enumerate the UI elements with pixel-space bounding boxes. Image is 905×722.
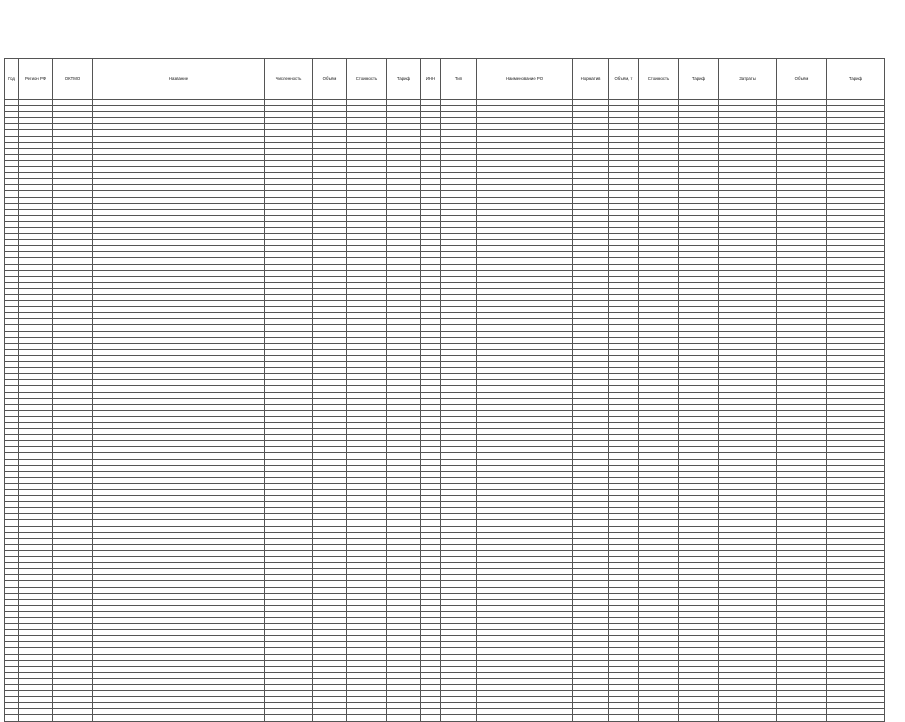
table-header-row: [5, 59, 885, 100]
column-header: Регион РФ: [19, 59, 53, 100]
column-header: Тариф: [827, 59, 885, 100]
table-row: [5, 715, 885, 721]
table-cell: [441, 715, 477, 721]
column-header: ОКТМО: [53, 59, 93, 100]
column-header: ИНН: [421, 59, 441, 100]
table-cell: [573, 715, 609, 721]
table-cell: [387, 715, 421, 721]
column-header: Норматив: [573, 59, 609, 100]
table-cell: [53, 715, 93, 721]
column-header: Тариф: [387, 59, 421, 100]
column-header: Стоимость: [639, 59, 679, 100]
table-cell: [719, 715, 777, 721]
column-header: Численность: [265, 59, 313, 100]
table-cell: [93, 715, 265, 721]
table-cell: [777, 715, 827, 721]
column-header: Объём, т: [609, 59, 639, 100]
spreadsheet: [4, 58, 885, 722]
column-header: Объём: [313, 59, 347, 100]
column-header: Наименование РО: [477, 59, 573, 100]
table-cell: [477, 715, 573, 721]
table-cell: [19, 715, 53, 721]
table-cell: [827, 715, 885, 721]
column-header: Год: [5, 59, 19, 100]
table-cell: [313, 715, 347, 721]
table-cell: [265, 715, 313, 721]
table-cell: [609, 715, 639, 721]
table-cell: [679, 715, 719, 721]
column-header: Объём: [777, 59, 827, 100]
column-header: Тип: [441, 59, 477, 100]
table-cell: [639, 715, 679, 721]
data-table: [4, 58, 885, 722]
table-cell: [5, 715, 19, 721]
table-cell: [347, 715, 387, 721]
column-header: Тариф: [679, 59, 719, 100]
table-cell: [421, 715, 441, 721]
column-header: Затраты: [719, 59, 777, 100]
column-header: Название: [93, 59, 265, 100]
column-header: Стоимость: [347, 59, 387, 100]
table-body: [5, 100, 885, 722]
